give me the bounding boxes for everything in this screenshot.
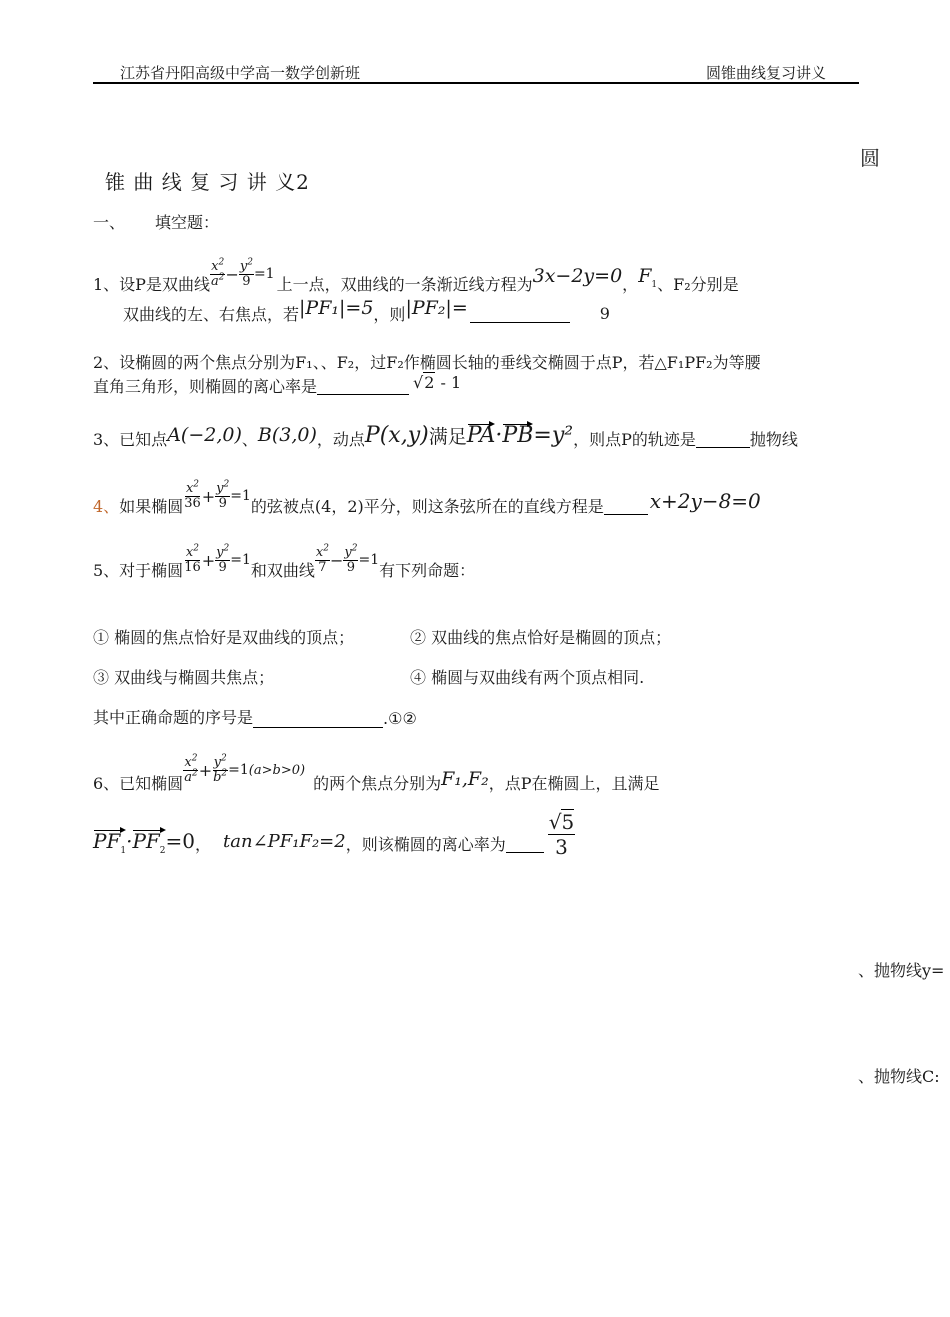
q1-answer: 9 [599, 303, 610, 323]
q3-suffix: ，则点P的轨迹是 [573, 429, 696, 449]
q1-mid: 上一点，双曲线的一条渐近线方程为 [276, 274, 533, 294]
hyperbola-formula: $\frac{x^2}{7}$ [315, 543, 329, 575]
q6-tan-condition: tan∠PF₁F₂=2 [223, 830, 346, 852]
q1-line2b: ，则 [373, 304, 406, 324]
ellipse-formula: $\frac{x^2}{36}$ [184, 479, 201, 511]
q4-prefix: 如果椭圆 [119, 496, 184, 516]
point-p: P(x,y) [364, 422, 429, 448]
q2-answer: √2 - 1 [413, 373, 462, 392]
q5-prefix: 5、对于椭圆 [93, 560, 184, 580]
header-right: 圆锥曲线复习讲义 [706, 65, 827, 82]
answer-blank [696, 429, 750, 448]
q6-mid: 的两个焦点分别为 [313, 773, 442, 793]
dot-product-expression: PA·PB=y² [466, 422, 574, 448]
answer-blank [604, 496, 648, 515]
title-first-char: 圆 [860, 146, 880, 170]
q6-foci: F₁,F₂ [441, 768, 489, 790]
section-label: 填空题： [155, 213, 220, 232]
q6-ask: ，则该椭圆的离心率为 [345, 834, 506, 854]
q1-prefix: 1、设P是双曲线 [93, 274, 210, 294]
q5-ask: 其中正确命题的序号是 [93, 708, 254, 727]
q6-comma: ， [195, 834, 212, 854]
q3-sep: 、 [241, 429, 258, 449]
q2-line2: 直角三角形，则椭圆的离心率是 [93, 377, 318, 396]
ellipse-formula: $\frac{x^2}{16}$ [184, 543, 201, 575]
answer-blank [470, 304, 570, 323]
section-number: 一、 [93, 213, 126, 232]
asymptote-equation: 3x−2y=0 [532, 265, 623, 287]
point-a: A(−2,0) [167, 424, 242, 446]
q5-answer: .①② [383, 709, 417, 728]
q5-mid: 和双曲线 [250, 560, 315, 580]
question-1-line-2 [123, 298, 610, 328]
q3-answer: 抛物线 [749, 429, 798, 449]
answer-blank [253, 709, 383, 728]
header-left: 江苏省丹阳高级中学高一数学创新班 [120, 65, 361, 82]
q3-cond: 满足 [428, 425, 467, 448]
ellipse-formula: $\frac{x^2}{a^2}$ [184, 753, 198, 785]
question-6-line-2 [93, 809, 575, 874]
answer-blank [317, 376, 409, 395]
question-4: 4、 如果椭圆 $\frac{x^2}{36}$ + $\frac{y^2}{9}$ =1 的弦被点(4，2)平分，则这条弦所在的直线方程是 x+2y−8=0 [93, 479, 761, 516]
header-rule [93, 82, 859, 84]
q4-suffix: 的弦被点(4，2)平分，则这条弦所在的直线方程是 [250, 496, 604, 516]
q6-answer: $\frac{√5}{3}$ [548, 809, 575, 859]
q1-f2-text: 、F₂分别是 [657, 274, 739, 294]
question-2-line-1: 2、设椭圆的两个焦点分别为F₁、、F₂，过F₂作椭圆长轴的垂线交椭圆于点P，若△F₁PF₂为等腰 [93, 353, 761, 372]
q6-prefix: 6、已知椭圆 [93, 773, 184, 793]
point-b: B(3,0) [257, 424, 317, 446]
question-3 [93, 418, 798, 458]
overflow-fragment-2: 、抛物线C: [858, 1067, 940, 1086]
question-2-line-2 [93, 374, 461, 397]
proposition-1: ① 椭圆的焦点恰好是双曲线的顶点； [93, 628, 355, 647]
q3-mid: ，动点 [316, 429, 365, 449]
q6-dot-product: $PF_1\cdot PF_2=0$ [93, 829, 195, 856]
answer-blank [506, 834, 544, 853]
q1-line2a: 双曲线的左、右焦点，若 [123, 304, 300, 324]
question-5: 5、对于椭圆 $\frac{x^2}{16}$ + $\frac{y^2}{9}$ =1 和双曲线 $\frac{x^2}{7}$ − $\frac{y^2}{9}$ =1 有下列命题： [93, 543, 476, 580]
q6-condition: (a>b>0) [248, 762, 306, 778]
proposition-4: ④ 椭圆与双曲线有两个顶点相同. [410, 668, 645, 687]
q3-prefix: 3、已知点 [93, 429, 168, 449]
hyperbola-formula: $\frac{x^2}{a^2}$ [210, 257, 225, 289]
focus-f1: $F_1$ [638, 265, 658, 290]
page-title: 锥 曲 线 复 习 讲 义2 [105, 170, 310, 194]
q5-suffix: 有下列命题： [379, 560, 476, 580]
proposition-3: ③ 双曲线与椭圆共焦点； [93, 668, 275, 687]
q4-number: 4、 [93, 496, 120, 516]
proposition-2: ② 双曲线的焦点恰好是椭圆的顶点； [410, 628, 672, 647]
pf1-value: |PF₁|=5 [299, 297, 374, 319]
q5-ask-line [93, 705, 417, 728]
q6-suffix: ，点P在椭圆上，且满足 [488, 773, 660, 793]
overflow-fragment-1: 、抛物线y= [858, 961, 945, 980]
question-6-line-1: 6、已知椭圆 $\frac{x^2}{a^2}$ + $\frac{y^2}{b^2}$ =1 (a>b>0) 的两个焦点分别为 F₁,F₂ ，点P在椭圆上，且满足 [93, 753, 660, 793]
q4-answer: x+2y−8=0 [649, 489, 761, 513]
pf2-expression: |PF₂|= [405, 297, 468, 319]
question-1-line-1: 1、设P是双曲线 $\frac{x^2}{a^2}$ − $\frac{y^2}{9}$ =1 上一点，双曲线的一条渐近线方程为 3x−2y=0 ， $F_1$ 、F₂分别是 [93, 257, 739, 294]
q1-comma: ， [622, 274, 639, 294]
